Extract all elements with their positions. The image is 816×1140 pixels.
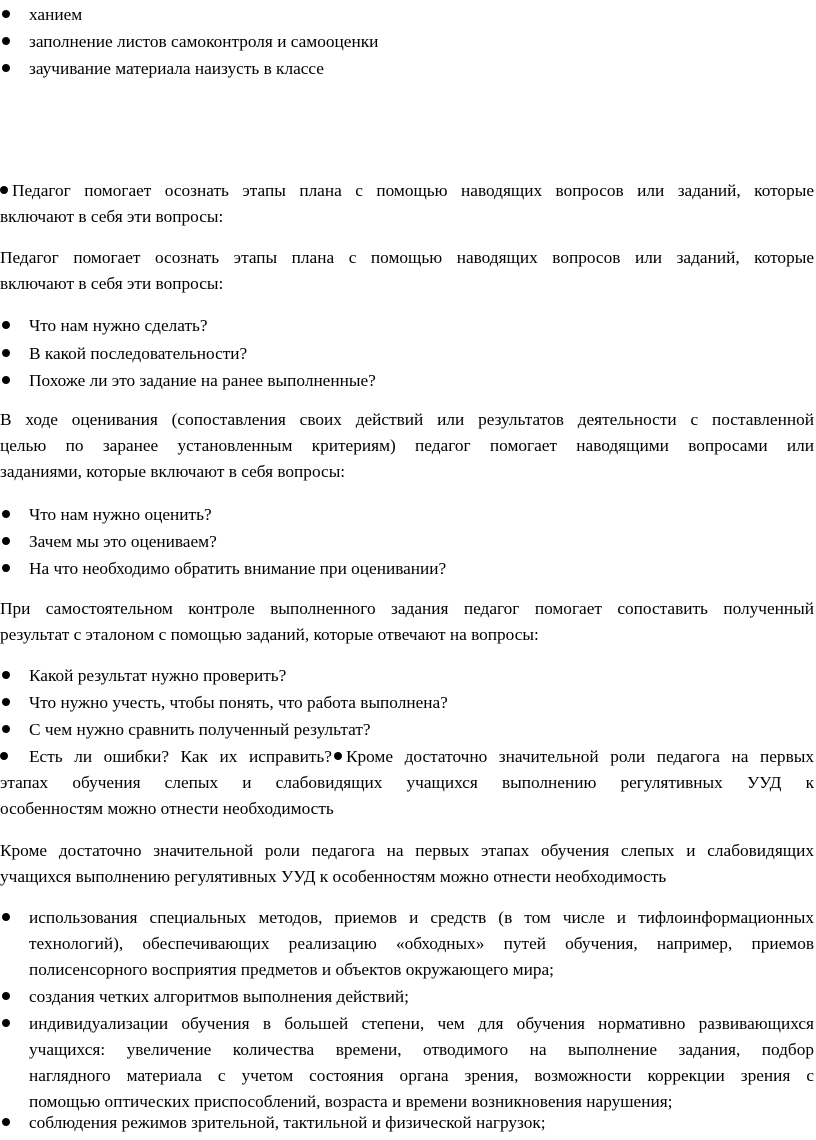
list-item-text: соблюдения режимов зрительной, тактильной и физической нагрузок; <box>29 1113 546 1132</box>
paragraph-line: особенностям можно отнести необходимость <box>0 799 334 818</box>
bullet-icon <box>2 1118 10 1126</box>
bullet-icon <box>2 698 10 706</box>
paragraph-line: Педагог помогает осознать этапы плана с помощью наводящих вопросов или заданий, которые <box>0 248 814 267</box>
paragraph-line: Есть ли ошибки? Как их исправить? Кроме достаточно значительной роли педагога на первых <box>0 744 814 770</box>
list-item-text: В какой последовательности? <box>29 344 248 363</box>
bullet-icon <box>2 564 10 572</box>
bullet-icon <box>2 321 10 329</box>
bullet-icon <box>0 752 8 760</box>
paragraph-line: включают в себя эти вопросы: <box>0 207 224 226</box>
list-item-text: создания четких алгоритмов выполнения действий; <box>29 987 409 1006</box>
paragraph-line: В ходе оценивания (сопоставления своих действий или результатов деятельности с поставленной <box>0 410 814 429</box>
list-item-text: заполнение листов самоконтроля и самооценки <box>29 32 379 51</box>
bullet-icon <box>2 37 10 45</box>
list-item-text: Какой результат нужно проверить? <box>29 666 287 685</box>
paragraph-line: При самостоятельном контроле выполненного задания педагог помогает сопоставить полученный <box>0 599 814 618</box>
paragraph <box>0 245 814 297</box>
mixed-paragraph <box>0 744 814 822</box>
bullet-icon <box>2 725 10 733</box>
bullet-icon <box>2 349 10 357</box>
paragraph-line: результат с эталоном с помощью заданий, которые отвечают на вопросы: <box>0 625 539 644</box>
bullet-icon <box>2 376 10 384</box>
list-item-text: Что нам нужно сделать? <box>29 316 208 335</box>
paragraph-line: Кроме достаточно значительной роли педагога на первых этапах обучения слепых и слабовидящих <box>0 841 814 860</box>
list-item-text: Зачем мы это оцениваем? <box>29 532 217 551</box>
paragraph-line: включают в себя эти вопросы: <box>0 274 224 293</box>
list-item-text: Похоже ли это задание на ранее выполненные? <box>29 371 376 390</box>
paragraph-line: этапах обучения слепых и слабовидящих учащихся выполнению регулятивных УУД к <box>0 773 814 792</box>
bullet-icon <box>2 10 10 18</box>
bullet-icon <box>0 186 8 194</box>
bullet-icon <box>2 510 10 518</box>
list-item-text: С чем нужно сравнить полученный результат? <box>29 720 371 739</box>
list-item-text: На что необходимо обратить внимание при оценивании? <box>29 559 447 578</box>
bullet-icon <box>2 64 10 72</box>
paragraph-line: целью по заранее установленным критериям) педагог помогает наводящими вопросами или <box>0 436 814 455</box>
list-item-text: использования специальных методов, приемов и средств (в том числе и тифлоинформационных технологий), обеспечивающих реализацию «обходных» путей обучения, например, приемов полисенсорного восприятия предметов и объектов окружающего мира; <box>29 908 814 979</box>
bullet-icon <box>2 1019 10 1027</box>
bullet-icon <box>2 913 10 921</box>
bullet-icon <box>2 537 10 545</box>
list-item-text: Что нам нужно оценить? <box>29 505 212 524</box>
bullet-icon <box>2 992 10 1000</box>
paragraph-line: Педагог помогает осознать этапы плана с помощью наводящих вопросов или заданий, которые <box>0 178 814 204</box>
paragraph <box>0 596 814 648</box>
paragraph <box>0 407 814 485</box>
list-item-text: заучивание материала наизусть в классе <box>29 59 324 78</box>
paragraph-line: учащихся выполнению регулятивных УУД к особенностям можно отнести необходимость <box>0 867 667 886</box>
bullet-icon <box>2 671 10 679</box>
paragraph-line: заданиями, которые включают в себя вопросы: <box>0 462 346 481</box>
list-item-text: индивидуализации обучения в большей степени, чем для обучения нормативно развивающихся учащихся: увеличение количества времени, отводимого на выполнение задания, подбор наглядного материала с учетом состояния органа зрения, возможности коррекции зрения с помощью оптических приспособлений, возраста и времени возникновения нарушения; <box>29 1014 814 1111</box>
list-item-text: Что нужно учесть, чтобы понять, что работа выполнена? <box>29 693 448 712</box>
paragraph <box>0 178 814 230</box>
paragraph <box>0 838 814 890</box>
list-item-text: ханием <box>29 5 83 24</box>
bullet-icon <box>334 752 342 760</box>
